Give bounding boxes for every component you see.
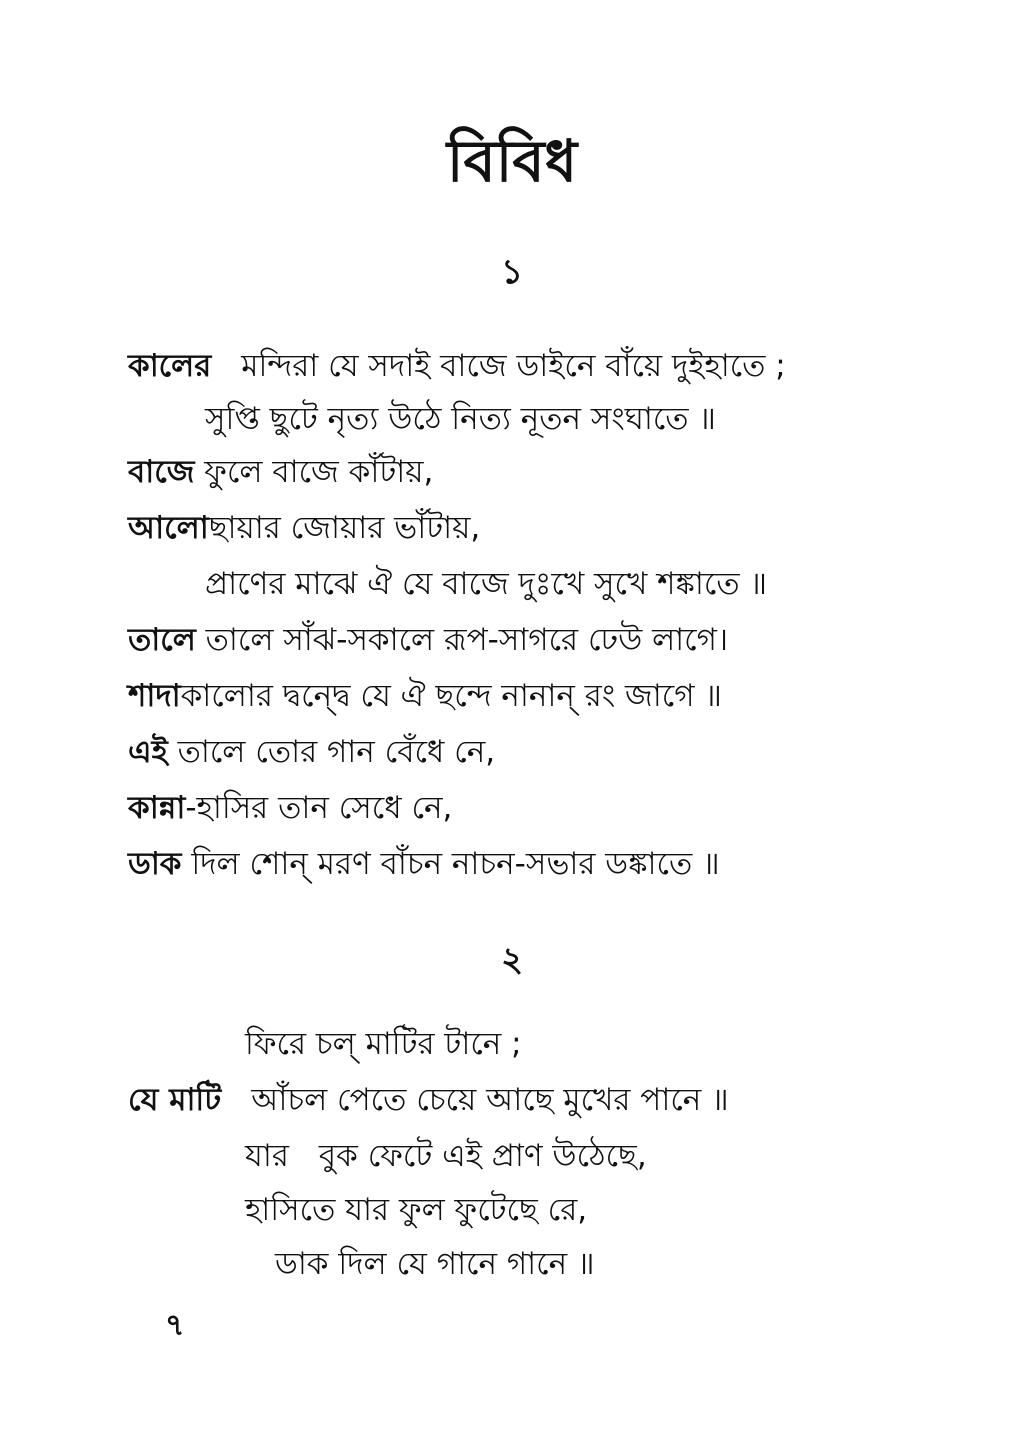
- poem-line: [128, 844, 720, 884]
- line-lead-word: যে মাটি: [128, 1082, 222, 1118]
- line-text: কালোর দ্বন্দ্বে যে ঐ ছন্দে নানান্ রং জাগে ॥: [180, 678, 722, 714]
- line-lead-word: যার: [245, 1138, 289, 1174]
- line-text: বুক ফেটে এই প্রাণ উঠেছে,: [318, 1138, 647, 1174]
- poem-line: [245, 1190, 587, 1230]
- line-text: সুপ্তি ছুটে নৃত্য উঠে নিত্য নূতন সংঘাতে ॥: [205, 401, 716, 437]
- section-number: ২: [500, 940, 524, 980]
- line-lead-word: কালের: [128, 348, 212, 384]
- poem-line: [128, 676, 722, 716]
- poem-line: [128, 508, 480, 548]
- poem-line: [245, 1136, 647, 1176]
- poem-line: [128, 452, 433, 492]
- poem-line: [128, 1080, 729, 1120]
- line-lead-word: এই: [128, 734, 168, 770]
- poem-line: [128, 788, 452, 828]
- line-text: ফুলে বাজে কাঁটায়,: [204, 454, 434, 490]
- section-number: ১: [500, 252, 524, 292]
- line-lead-word: বাজে: [128, 454, 195, 490]
- line-text: প্রাণের মাঝে ঐ যে বাজে দুঃখে সুখে শঙ্কাতে ॥: [205, 566, 768, 602]
- line-text: তালে সাঁঝ-সকালে রূপ-সাগরে ঢেউ লাগে।: [205, 622, 729, 658]
- poem-line: [128, 620, 728, 660]
- line-text: ডাক দিল যে গানে গানে ॥: [275, 1246, 595, 1282]
- poem-line: [205, 564, 767, 604]
- line-text: তালে তোর গান বেঁধে নে,: [177, 734, 496, 770]
- line-lead-word: আলো: [128, 510, 209, 546]
- page-title: বিবিধ: [446, 127, 578, 195]
- line-lead-word: ডাক: [128, 846, 182, 882]
- line-text: ফিরে চল্ মাটির টানে ;: [245, 1026, 522, 1062]
- line-text: মন্দিরা যে সদাই বাজে ডাইনে বাঁয়ে দুইহাতে ;: [241, 348, 786, 384]
- line-text: ছায়ার জোয়ার ভাঁটায়,: [208, 510, 481, 546]
- poem-line: [205, 399, 716, 439]
- line-text: -হাসির তান সেধে নে,: [185, 790, 453, 826]
- line-text: দিল শোন্ মরণ বাঁচন নাচন-সভার ডঙ্কাতে ॥: [191, 846, 720, 882]
- poem-line: [275, 1244, 595, 1284]
- poem-line: [128, 732, 495, 772]
- page-number: ৭: [165, 1308, 185, 1343]
- line-text: আঁচল পেতে চেয়ে আছে মুখের পানে ॥: [251, 1082, 729, 1118]
- line-lead-word: তালে: [128, 622, 196, 658]
- line-lead-word: কান্না: [128, 790, 186, 826]
- poem-line: [245, 1024, 522, 1064]
- line-text: হাসিতে যার ফুল ফুটেছে রে,: [245, 1192, 588, 1228]
- poem-line: [128, 346, 786, 386]
- line-lead-word: শাদা: [128, 678, 181, 714]
